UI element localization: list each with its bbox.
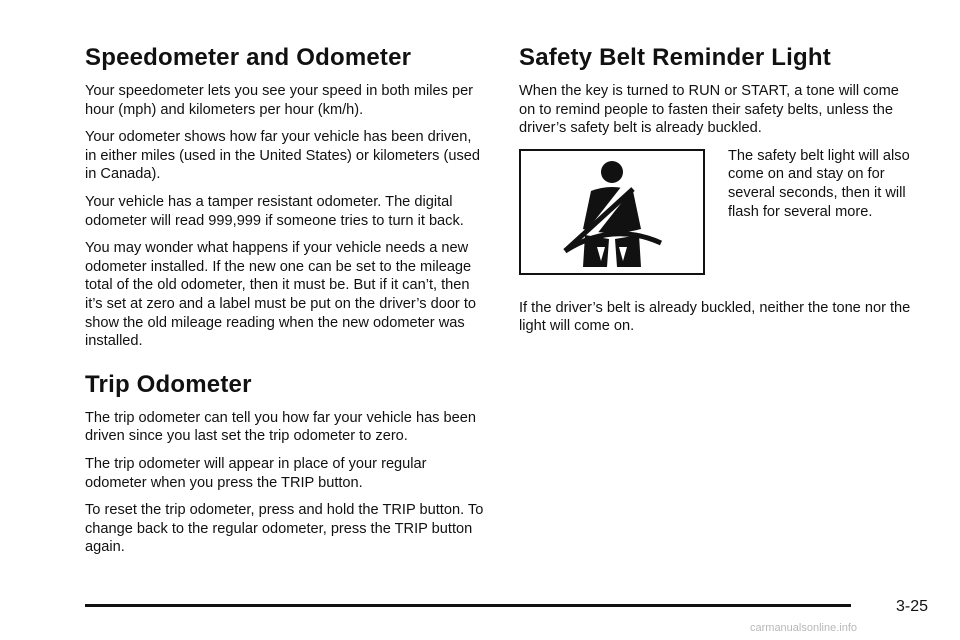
paragraph: Your vehicle has a tamper resistant odometer. The digital odometer will read 999,999 if someone tries to turn it back. bbox=[85, 193, 464, 229]
watermark: carmanualsonline.info bbox=[750, 622, 858, 634]
paragraph: If the driver’s belt is already buckled, neither the tone nor the light will come on. bbox=[519, 299, 911, 335]
section-title-speedometer: Speedometer and Odometer bbox=[85, 44, 412, 71]
figure-row bbox=[519, 147, 919, 283]
paragraph: To reset the trip odometer, press and hold the TRIP button. To change back to the regular odometer, press the TRIP button again. bbox=[85, 502, 484, 556]
safety-belt-icon-frame bbox=[519, 149, 705, 275]
page-number: 3-25 bbox=[895, 598, 928, 615]
left-column bbox=[85, 44, 485, 566]
paragraph: Your speedometer lets you see your speed in both miles per hour (mph) and kilometers per hour (km/h). bbox=[85, 83, 474, 118]
section-title-trip-odometer: Trip Odometer bbox=[85, 370, 252, 398]
paragraph: The trip odometer will appear in place of your regular odometer when you press the TRIP button. bbox=[85, 455, 427, 491]
footer-rule bbox=[85, 604, 851, 607]
right-column bbox=[519, 44, 919, 345]
figure-caption: The safety belt light will also come on and stay on for several seconds, then it will flash for several more. bbox=[728, 147, 910, 220]
paragraph: Your odometer shows how far your vehicle has been driven, in either miles (used in the United States) or kilometers (used in Canada). bbox=[85, 129, 481, 183]
safety-belt-icon bbox=[521, 151, 703, 273]
paragraph: You may wonder what happens if your vehicle needs a new odometer installed. If the new one can be set to the mileage total of the old odometer, then it must be. But if it can’t, then it’s set at zero and a label must be put on the driver’s door to show the old mileage reading when the new odometer was installed. bbox=[85, 240, 477, 350]
paragraph: When the key is turned to RUN or START, a tone will come on to remind people to fasten their safety belts, unless the driver’s safety belt is already buckled. bbox=[519, 83, 899, 137]
section-title-safety-belt: Safety Belt Reminder Light bbox=[519, 44, 831, 71]
paragraph: The trip odometer can tell you how far your vehicle has been driven since you last set the trip odometer to zero. bbox=[85, 409, 477, 445]
